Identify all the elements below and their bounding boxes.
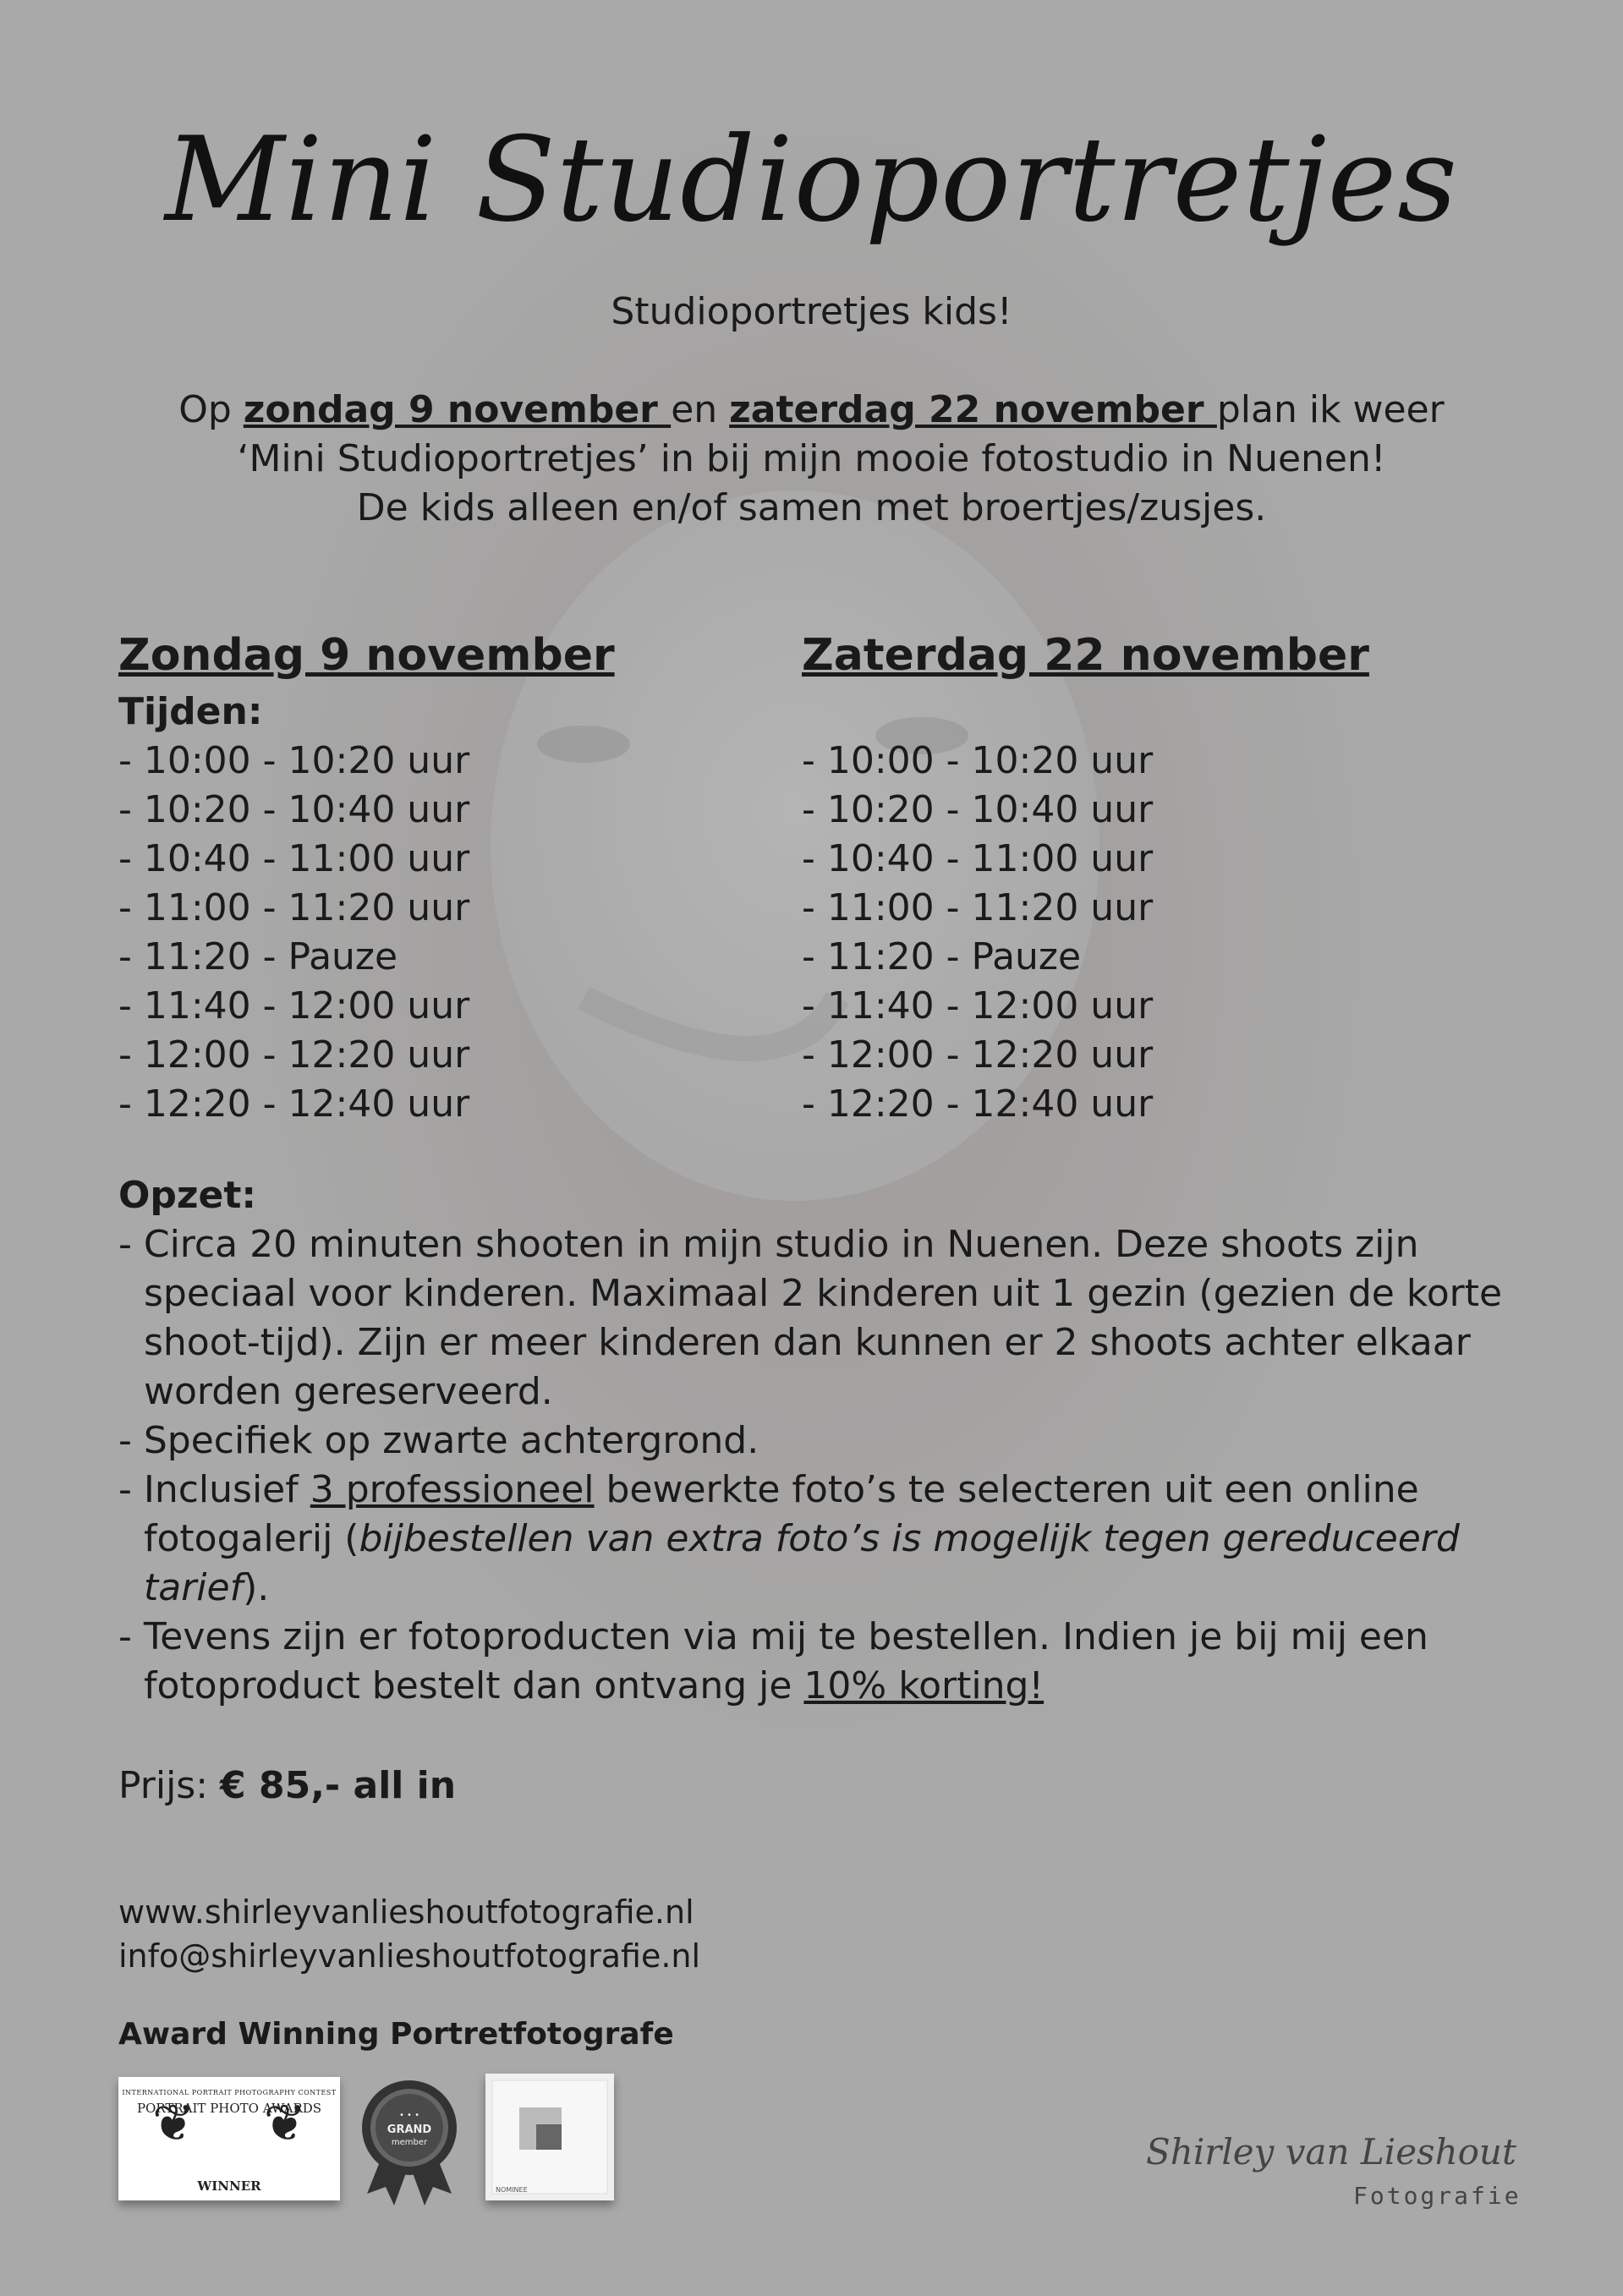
opzet-label: Opzet: [118, 1174, 256, 1217]
schedule-day-heading: Zondag 9 november [118, 630, 615, 681]
intro-text: plan ik weer [1216, 388, 1445, 431]
badge-winner: WINNER [197, 2178, 261, 2194]
time-slot: - 12:20 - 12:40 uur [118, 1082, 470, 1126]
opzet-item: - Specifiek op zwarte achtergrond. [118, 1419, 759, 1462]
badge-awards: PORTRAIT PHOTO AWARDS [136, 2101, 322, 2116]
price-value: € 85,- all in [220, 1764, 457, 1807]
time-slot: - 10:00 - 10:20 uur [802, 739, 1154, 782]
intro [0, 288, 1623, 533]
laurel-right-icon: ❦ [263, 2094, 306, 2153]
badge-contest: INTERNATIONAL PORTRAIT PHOTOGRAPHY CONTEST [122, 2089, 337, 2096]
time-slot: - 10:20 - 10:40 uur [802, 788, 1154, 831]
badge-nominee-text: NOMINEE [496, 2186, 528, 2194]
badge-member-text: member [391, 2138, 428, 2147]
time-slot: - 10:20 - 10:40 uur [118, 788, 470, 831]
opzet-section [118, 1171, 1539, 1711]
contact-info [118, 1890, 700, 1978]
badge-grand-text: GRAND [387, 2123, 432, 2136]
time-slot: - 10:00 - 10:20 uur [118, 739, 470, 782]
time-slot: - 12:00 - 12:20 uur [118, 1033, 470, 1077]
opzet-item: - Circa 20 minuten shooten in mijn studio in Nuenen. Deze shoots zijn speciaal voor kinderen. Maximaal 2 kinderen uit 1 gezin (gezien de korte shoot-tijd). Zijn er meer kinderen dan kunnen er 2 shoots achter elkaar worden gereserveerd. [118, 1223, 1503, 1413]
signature-logo: Shirley van Lieshout [1146, 2131, 1516, 2173]
opzet-italic: bijbestellen van extra foto’s is mogelijk tegen gereduceerd tarief [144, 1517, 1460, 1609]
times-label: Tijden: [118, 690, 263, 733]
opzet-text: - Inclusief [118, 1468, 310, 1511]
schedule-sunday [118, 630, 615, 1129]
schedule-saturday [802, 630, 1369, 1129]
opzet-text: bewerkte foto’s te selecteren uit een online fotogalerij ( [144, 1468, 1419, 1560]
nominee-cube-badge-icon [485, 2074, 614, 2200]
time-slot: - 11:40 - 12:00 uur [118, 984, 470, 1027]
signature-subtitle: Fotografie [1353, 2182, 1522, 2210]
time-slot: - 11:00 - 11:20 uur [802, 886, 1154, 929]
laurel-left-icon: ❦ [152, 2094, 195, 2153]
intro-text: en [671, 388, 730, 431]
time-slot: - 11:40 - 12:00 uur [802, 984, 1154, 1027]
intro-date-2: zaterdag 22 november [729, 388, 1217, 431]
flyer-title: Mini Studioportretjes [165, 112, 1458, 248]
opzet-item [118, 1466, 1539, 1613]
intro-subtitle: Studioportretjes kids! [611, 290, 1012, 333]
price-label: Prijs: [118, 1764, 221, 1807]
schedule-day-heading: Zaterdag 22 november [802, 630, 1369, 681]
time-slot: - 11:20 - Pauze [118, 935, 398, 978]
opzet-text: ). [243, 1566, 270, 1609]
times-label-spacer [802, 688, 1369, 737]
time-slot: - 11:20 - Pauze [802, 935, 1082, 978]
discount-text: 10% korting! [803, 1664, 1045, 1707]
opzet-text: - Tevens zijn er fotoproducten via mij te bestellen. Indien je bij mij een fotoproduct bestelt dan ontvang je [118, 1615, 1428, 1707]
intro-line-2: ‘Mini Studioportretjes’ in bij mijn mooie fotostudio in Nuenen! [237, 437, 1386, 480]
opzet-item [118, 1613, 1539, 1711]
intro-line-3: De kids alleen en/of samen met broertjes/zusjes. [356, 486, 1267, 529]
grand-member-rosette-icon [359, 2075, 460, 2207]
portrait-photo-awards-badge [118, 2077, 340, 2200]
time-slot: - 12:20 - 12:40 uur [802, 1082, 1154, 1126]
price [118, 1762, 456, 1811]
time-slot: - 11:00 - 11:20 uur [118, 886, 470, 929]
time-slot: - 12:00 - 12:20 uur [802, 1033, 1154, 1077]
website-link[interactable]: www.shirleyvanlieshoutfotografie.nl [118, 1893, 694, 1931]
svg-text:• • •: • • • [398, 2111, 420, 2120]
award-title: Award Winning Portretfotografe [118, 2017, 674, 2052]
intro-text: Op [178, 388, 244, 431]
email-link[interactable]: info@shirleyvanlieshoutfotografie.nl [118, 1937, 701, 1975]
intro-line-1 [0, 386, 1623, 435]
intro-date-1: zondag 9 november [243, 388, 672, 431]
opzet-underlined: 3 professioneel [310, 1468, 595, 1511]
time-slot: - 10:40 - 11:00 uur [118, 837, 470, 880]
time-slot: - 10:40 - 11:00 uur [802, 837, 1154, 880]
